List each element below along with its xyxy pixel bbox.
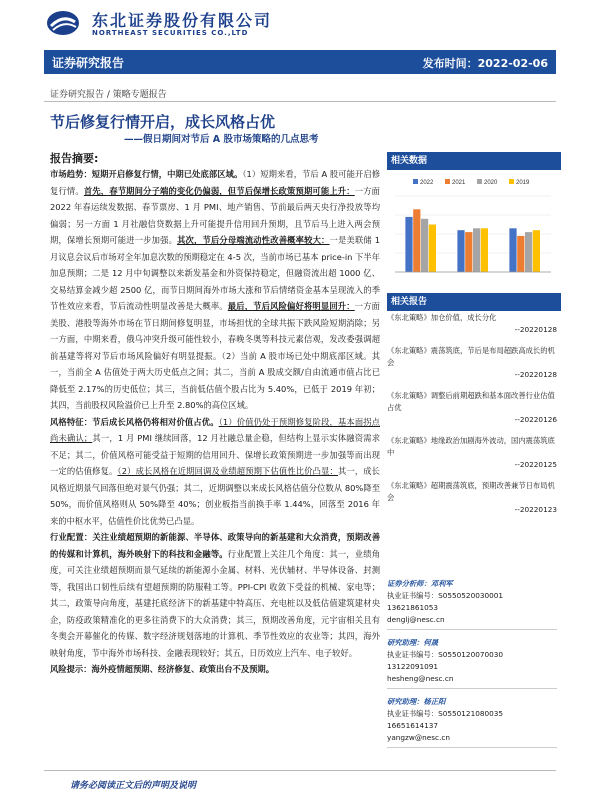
analyst-role: 研究助理： [387,638,424,647]
analyst-phone: 13122091091 [387,662,439,671]
analyst-card [387,637,557,689]
breadcrumb: 证券研究报告 / 策略专题报告 [50,90,167,100]
related-report-title: 《东北策略》超期震荡筑底，预期改善兼节日布局机会 [387,481,555,502]
related-data-chart [387,172,557,290]
report-title: 节后修复行情开启，成长风格占优 [50,113,276,131]
related-data-heading: 相关数据 [387,152,561,170]
divider [44,101,556,102]
analyst-list [387,578,557,755]
bar-2022-0 [405,217,412,272]
underlined-point: 最后，节后风险偏好将明显回升： [227,301,355,311]
paragraph-risk [50,661,380,678]
analyst-header [387,696,557,708]
related-report-title: 《东北策略》震荡筑底，节后是布局超跌高成长的机会 [387,346,555,367]
analyst-email[interactable]: hesheng@nesc.cn [387,674,454,683]
related-report-item[interactable] [387,435,557,471]
related-reports-heading: 相关报告 [387,293,561,311]
paragraph-market-trend [50,166,380,414]
analyst-cert: 执业证书编号：S0550520030001 [387,591,504,600]
report-subtitle: ——假日期间对节后 A 股市场策略的几点思考 [124,134,319,145]
bar-2021-0 [413,209,420,272]
footer-divider [44,770,556,771]
analyst-role: 证券分析师： [387,579,431,588]
related-reports-list [387,312,557,525]
publish-date: 发布时间：2022-02-06 [422,57,548,70]
legend-swatch-2021 [445,179,450,184]
related-report-title: 《东北策略》调整后前期超跌和基本面改善行业估值占优 [387,391,555,412]
analyst-name: 杨正阳 [423,697,446,706]
text-span: 其一，成长风格近期景气回落但绝对景气仍强；其二，近期调整以来成长风格估值分位数从 80%降至 50%，而价值风格则从 50%降至 40%；创业板指当前换手率 1.44%，回落至 2016 年来的中枢水平，估值性价比优势已凸显。 [50,466,380,526]
bar-2019-0 [429,225,436,273]
paragraph-style [50,414,380,530]
related-report-item[interactable] [387,345,557,381]
legend-swatch-2019 [509,179,514,184]
underlined-point: 首先，春节期间分子端的变化仍偏弱，但节后保增长政策预期可能上升： [83,185,355,196]
related-report-date: --20220123 [514,505,557,514]
related-report-item[interactable] [387,480,557,516]
underlined-point: （1）价值仍处于预期修复阶段，基本面拐点尚未确认； [50,416,380,443]
text-span: 一方面美股、港股等海外市场在节日期间修复明显，市场担忧的全球共振下跌风险短期消除；另一方面，中期来看，俄乌冲突升级可能性较小，春晚冬奥等科技元素信观，发改委强调超前基建等将对节后市场风险偏好有明显提振。（2）当前 A 股市场已处中期底部区域。其一，当前全 A 估值处于两大历史低点之间；其二，当前 A 股成交额/自由流通市值占比已降低至 2.17%的历史低位；其三，当前低估值个股占比为 5.40%，已低于 2019 年初；其四，当前股权风险溢价已上升至 2.80%的高位区域。 [50,301,380,410]
text-span: 行业配置上关注几个角度：其一，业绩角度，可关注业绩超预期而景气延续的新能源小金属、材料、光伏辅材、半导体设备、封测等，我国出口韧性后续有望超预期的防服鞋工等。PPI-CPI 收敛下受益的机械、家电等；其二，政策导向角度，基建托底经济下的新基建中特高压、充电桩以及低估值建筑建材央企，防疫政策精准化的更多往消费下的大众消费；其三，预期改善角度，元宇宙相关且有冬奥会开幕催化的传媒、数字经济规划落地的计算机、季节性效应的农业等；其四，海外映射角度，节中海外市场科技、金融表现较好；其五，日历效应上汽车、电子较好。 [50,548,380,658]
related-report-item[interactable] [387,390,557,426]
legend-swatch-2022 [413,179,418,184]
analyst-header [387,637,557,649]
company-logo-icon [46,10,80,36]
paragraph-industry [50,529,380,661]
analyst-role: 研究助理： [387,697,424,706]
bar-2020-2 [525,232,532,272]
report-banner [44,50,556,74]
related-report-date: --20220128 [514,325,557,334]
analyst-email[interactable]: yangzw@nesc.cn [387,733,451,742]
report-type-label: 证券研究报告 [52,56,125,70]
related-report-title: 《东北策略》加仓价值，成长分化 [387,313,497,322]
underlined-point: （2）成长风格在近期回调及业绩超预期下估值性比价凸显： [117,466,338,476]
analyst-cert: 执业证书编号：S0550120070030 [387,650,504,659]
analyst-name: 邓利军 [430,579,453,588]
text-span: 一是美联储 1 月议息会议后市场对全年加息次数的预期稳定在 4-5 次，当前市场已基本 price-in 下半年加息预期；二是 12 月中旬调整以来新发基金和外资保持稳定，但融资流出超 1000 亿、交易结算金减少超 2500 亿，而节日期间海外市场大涨和节后情绪资金基本呈现流入的季节性效应来看，节后流动性明显改善是大概率。 [50,235,380,311]
analyst-name: 何晟 [423,638,439,647]
summary-body [50,166,380,678]
analyst-email[interactable]: denglj@nesc.cn [387,615,445,624]
bar-2020-0 [421,219,428,272]
text-span: （1）短期来看，节后 A 股可能开启修复行情。 [50,169,380,196]
analyst-phone: 16651614137 [387,721,439,730]
bar-2020-1 [473,228,480,272]
legend-label-2022: 2022 [420,180,434,186]
related-report-date: --20220125 [514,460,557,469]
related-report-date: --20220128 [514,370,557,379]
bar-2021-1 [465,232,472,272]
summary-heading: 报告摘要: [50,152,99,165]
bar-2022-1 [457,230,464,272]
bar-2019-2 [533,230,540,272]
bar-2022-2 [509,228,516,272]
company-name-en: NORTHEAST SECURITIES CO.,LTD [92,29,249,37]
company-name-cn: 东北证券股份有限公司 [92,11,273,30]
related-report-item[interactable] [387,312,557,336]
legend-label-2019: 2019 [516,180,530,186]
analyst-card [387,696,557,748]
text-span: 一方面 2022 年春运续发数据、春节票房、1 月 PMI、地产销售、节前最后两天央行净投放等均偏弱；另一方面 1 月社融信贷数据上升可能提升信用回升预期，且节后马上进入两会预期，保增长预期可能进一步加强。 [50,185,380,245]
bar-2021-2 [517,236,524,272]
market-trend-lead: 市场趋势：短期开启修复行情，中期已处底部区域。 [50,169,243,179]
related-report-date: --20220126 [514,415,557,424]
legend-swatch-2020 [477,179,482,184]
analyst-card [387,578,557,630]
text-span: 其一，1 月 PMI 继续回落，12 月社融总量企稳，但结构上显示实体融资需求不足；其二，价值风格可能受益于短期的信用回升、保增长政策预期进一步加强等而出现一定的估值修复。 [50,433,380,476]
industry-lead: 行业配置：关注业绩超预期的新能源、半导体、政策导向的新基建和大众消费，预期改善的传媒和计算机，海外映射下的科技和金融等。 [50,532,380,559]
bar-2019-1 [481,228,488,272]
risk-warning: 风险提示：海外疫情超预期、经济修复、政策出台不及预期。 [50,664,275,674]
style-lead: 风格特征：节后成长风格仍将相对价值占优。 [50,416,219,427]
analyst-phone: 13621861053 [387,603,439,612]
underlined-point: 其次，节后分母端流动性改善概率较大： [177,235,330,245]
legend-label-2021: 2021 [452,180,466,186]
analyst-cert: 执业证书编号：S0550121080035 [387,709,504,718]
related-report-title: 《东北策略》地缘政治加剧海外波动，国内震荡筑底中 [387,436,555,457]
disclaimer-note: 请务必阅读正文后的声明及说明 [70,781,197,791]
analyst-header [387,578,557,590]
legend-label-2020: 2020 [484,180,498,186]
